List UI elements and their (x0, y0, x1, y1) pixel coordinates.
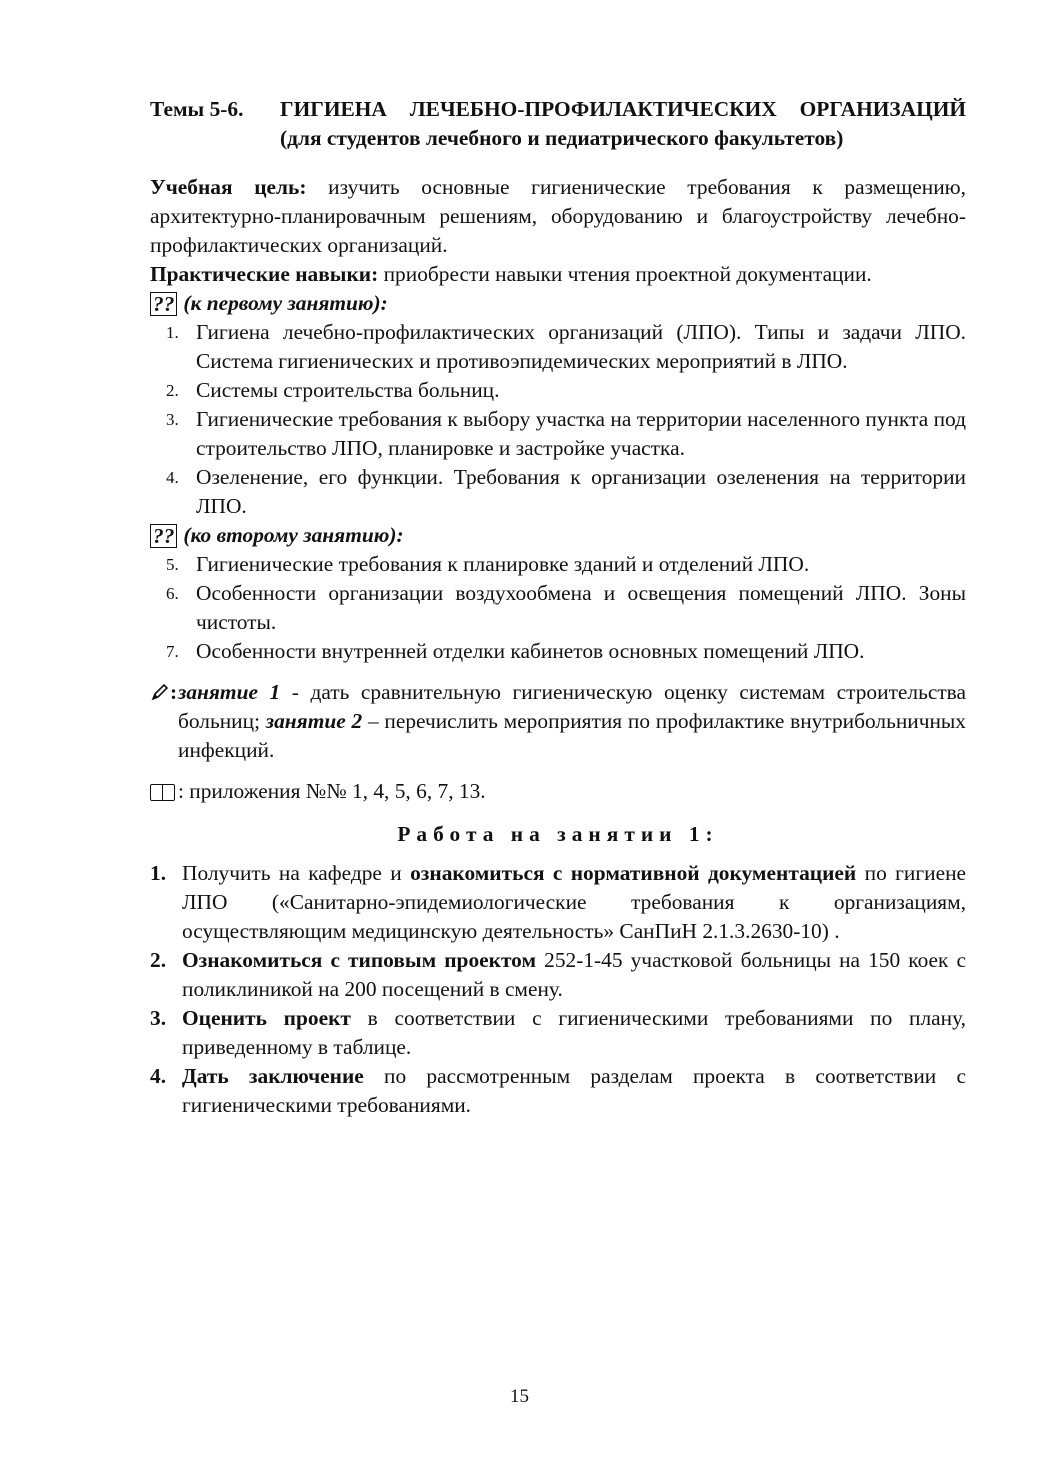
work-list (150, 859, 966, 1120)
task-colon: : (170, 680, 178, 704)
item-text: Гигиенические требования к планировке зданий и отделений ЛПО. (196, 552, 810, 576)
item-number: 2. (150, 948, 167, 972)
item-text: по рассмотренным разделам проекта в соответствии с гигиеническими требованиями. (182, 1064, 966, 1117)
item-bold-text: Дать заключение (182, 1064, 364, 1088)
questions-lesson1-list (150, 318, 966, 521)
learning-goal-text: изучить основные гигиенические требования к размещению, архитектурно-планировачным решениям, оборудованию и благоустройству лечебно-профилактических организаций. (150, 175, 966, 257)
question-box-icon: ?? (150, 292, 177, 316)
item-text: Получить на кафедре и (182, 861, 411, 885)
lesson2-label: занятие 2 (265, 709, 363, 733)
list-item (150, 550, 966, 579)
list-item (150, 463, 966, 521)
item-bold-text: Оценить проект (182, 1006, 351, 1030)
item-number: 4. (166, 468, 179, 487)
item-text: Особенности внутренней отделки кабинетов основных помещений ЛПО. (196, 639, 865, 663)
item-text: Особенности организации воздухообмена и освещения помещений ЛПО. Зоны чистоты. (196, 581, 966, 634)
questions-lesson2-label: (ко второму занятию): (183, 523, 404, 547)
item-text: Гигиенические требования к выбору участка на территории населенного пункта под строительство ЛПО, планировке и застройке участка. (196, 407, 966, 460)
questions-lesson2-list (150, 550, 966, 666)
list-item (150, 405, 966, 463)
item-number: 2. (166, 381, 179, 400)
work-heading: Работа на занятии 1: (397, 822, 719, 846)
topic-title (150, 95, 966, 153)
item-bold-text: Ознакомиться с типовым проектом (182, 948, 537, 972)
list-item (150, 859, 966, 946)
item-number: 1. (166, 323, 179, 342)
item-text: по гигиене ЛПО («Санитарно-эпидемиологические требования к организациям, осуществляющим медицинскую деятельность» СанПиН 2.1.3.2630-10) . (182, 861, 967, 943)
item-number: 3. (166, 410, 179, 429)
practical-skills-text: приобрести навыки чтения проектной документации. (378, 262, 872, 286)
item-number: 7. (166, 642, 179, 661)
practical-skills (150, 260, 966, 289)
list-item (150, 1062, 966, 1120)
list-item (150, 1004, 966, 1062)
item-number: 1. (150, 861, 167, 885)
appendix-reference (150, 777, 966, 806)
topic-text: ГИГИЕНА ЛЕЧЕБНО-ПРОФИЛАКТИЧЕСКИХ ОРГАНИЗАЦИЙ (для студентов лечебного и педиатрического факультетов) (280, 97, 966, 150)
lesson2-text: – перечислить мероприятия по профилактике внутрибольничных инфекций. (178, 709, 966, 762)
learning-goal-label: Учебная цель: (150, 175, 307, 199)
learning-goal (150, 173, 966, 260)
page-number: 15 (510, 1386, 529, 1407)
list-item (150, 637, 966, 666)
homework-task (150, 678, 966, 765)
item-number: 4. (150, 1064, 167, 1088)
questions-lesson2-heading (150, 521, 966, 550)
item-bold-text: ознакомиться с нормативной документацией (410, 861, 857, 885)
list-item (150, 946, 966, 1004)
pencil-icon (150, 682, 170, 702)
topic-label: Темы 5-6. (150, 97, 244, 121)
item-text: Гигиена лечебно-профилактических организаций (ЛПО). Типы и задачи ЛПО. Система гигиенических и противоэпидемических мероприятий в ЛПО. (196, 320, 966, 373)
page-content (150, 95, 966, 1120)
list-item (150, 579, 966, 637)
item-text: 252-1-45 участковой больницы на 150 коек с поликлиникой на 200 посещений в смену. (182, 948, 966, 1001)
item-number: 3. (150, 1006, 167, 1030)
list-item (150, 376, 966, 405)
questions-lesson1-heading (150, 289, 966, 318)
item-text: Озеленение, его функции. Требования к организации озеленения на территории ЛПО. (196, 465, 966, 518)
item-number: 6. (166, 584, 179, 603)
questions-lesson1-label: (к первому занятию): (183, 291, 388, 315)
book-icon (150, 782, 176, 802)
item-number: 5. (166, 555, 179, 574)
question-box-icon: ?? (150, 524, 177, 548)
lesson1-label: занятие 1 (178, 680, 281, 704)
item-text: Системы строительства больниц. (196, 378, 500, 402)
lesson1-text: - дать сравнительную гигиеническую оценку системам строительства больниц; (178, 680, 966, 733)
item-text: в соответствии с гигиеническими требованиями по плану, приведенному в таблице. (182, 1006, 966, 1059)
appendix-text: : приложения №№ 1, 4, 5, 6, 7, 13. (178, 779, 486, 803)
list-item (150, 318, 966, 376)
practical-skills-label: Практические навыки: (150, 262, 379, 286)
